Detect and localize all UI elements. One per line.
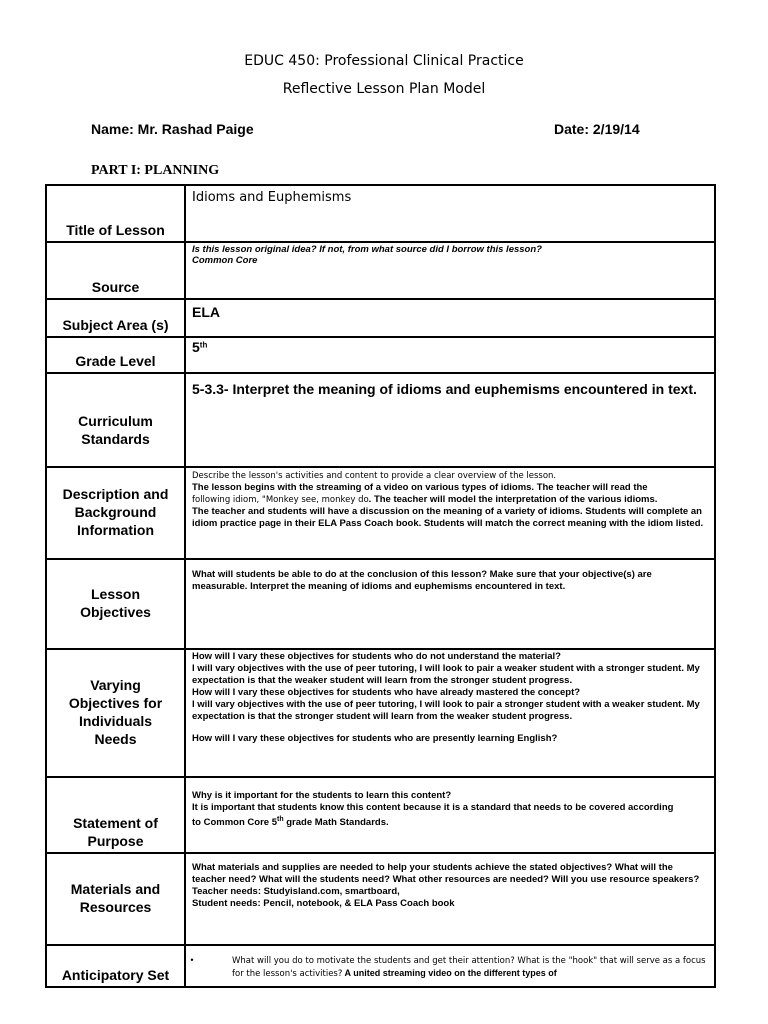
value-anticipatory (185, 945, 715, 987)
row-materials (46, 853, 715, 945)
description-idiom: following idiom, "Monkey see, monkey do (192, 495, 369, 505)
source-text: Common Core (192, 255, 258, 266)
label-description (46, 467, 185, 559)
label-title: Title of Lesson (46, 185, 185, 242)
description-line2 (192, 494, 708, 506)
materials-student: Student needs: Pencil, notebook, & ELA Pass Coach book (192, 898, 455, 909)
row-grade (46, 337, 715, 373)
row-subject (46, 299, 715, 337)
description-line1: The lesson begins with the streaming of a video on various types of idioms. The teacher will read the (192, 482, 648, 493)
label-standards (46, 373, 185, 467)
lesson-date: Date: 2/19/14 (554, 121, 640, 137)
varying-answer-2: I will vary objectives with the use of peer tutoring, I will look to pair a stronger student with a weaker student. My expectation is that the stronger student will learn from the weaker student progress. (192, 699, 700, 722)
row-source (46, 242, 715, 299)
grade-suffix: th (199, 340, 208, 350)
bullet-icon: • (190, 955, 194, 965)
standards-label-line1: Curriculum (78, 413, 153, 429)
varying-question-2: How will I vary these objectives for students who have already mastered the concept? (192, 687, 581, 698)
purpose-line2 (192, 814, 708, 829)
purpose-line2-end: grade Math Standards. (283, 817, 389, 829)
label-grade: Grade Level (46, 337, 185, 373)
teacher-name: Name: Mr. Rashad Paige (91, 121, 254, 137)
value-purpose (185, 777, 715, 853)
value-subject (185, 299, 715, 337)
row-description (46, 467, 715, 559)
row-varying (46, 649, 715, 777)
description-label-line1: Description and (62, 486, 169, 502)
subject-text: ELA (192, 304, 220, 320)
varying-label-line3: Individuals (78, 713, 153, 729)
purpose-grade-suffix: th (276, 816, 284, 823)
materials-teacher: Teacher needs: Studyisland.com, smartboard, (192, 886, 400, 897)
label-purpose (46, 777, 185, 853)
grade-text: 5 (192, 339, 200, 355)
varying-label-line2: Objectives for (68, 695, 163, 711)
value-varying (185, 649, 715, 777)
row-standards (46, 373, 715, 467)
purpose-line1: It is important that students know this content because it is a standard that needs to be covered according (192, 802, 674, 813)
purpose-label-line2: Purpose (87, 833, 144, 849)
varying-question-3: How will I vary these objectives for students who are presently learning English? (192, 733, 558, 744)
standards-text: 5-3.3- Interpret the meaning of idioms and euphemisms encountered in text. (192, 381, 697, 397)
label-materials (46, 853, 185, 945)
purpose-prompt: Why is it important for the students to learn this content? (192, 790, 452, 801)
description-line2-rest: . The teacher will model the interpretation of the various idioms. (368, 494, 658, 505)
part-heading: PART I: PLANNING (91, 163, 220, 178)
varying-question-1: How will I vary these objectives for students who do not understand the material? (192, 651, 561, 662)
course-title: EDUC 450: Professional Clinical Practice (244, 53, 524, 69)
anticipatory-prompt: What will you do to motivate the students and get their attention? What is the "hook" that will serve as a focus for the lesson's activities? (232, 956, 706, 979)
row-title (46, 185, 715, 242)
source-prompt: Is this lesson original idea? If not, from what source did I borrow this lesson? (192, 244, 542, 255)
description-line3: The teacher and students will have a discussion on the meaning of a variety of idioms. Students will complete an idiom practice page in their ELA Pass Coach book. Students will match the correct meaning with the idiom listed. (192, 506, 704, 529)
value-objectives (185, 559, 715, 649)
objectives-label-line1: Lesson (90, 586, 140, 602)
purpose-label-line1: Statement of (73, 815, 158, 831)
description-prompt: Describe the lesson's activities and content to provide a clear overview of the lesson. (192, 471, 557, 481)
description-label-line3: Information (77, 522, 154, 538)
label-source: Source (46, 242, 185, 299)
label-objectives (46, 559, 185, 649)
row-anticipatory (46, 945, 715, 987)
standards-label-line2: Standards (81, 431, 150, 447)
value-standards (185, 373, 715, 467)
varying-answer-1: I will vary objectives with the use of peer tutoring, I will look to pair a weaker student with a stronger student. My expectation is that the weaker student will learn from the stronger student progress. (192, 663, 700, 686)
anticipatory-text (190, 954, 708, 980)
row-purpose (46, 777, 715, 853)
value-description (185, 467, 715, 559)
label-anticipatory: Anticipatory Set (46, 945, 185, 987)
objectives-text: What will students be able to do at the conclusion of this lesson? Make sure that your objective(s) are measurable. Interpret the meaning of idioms and euphemisms encountered in text. (192, 569, 652, 592)
description-label-line2: Background (74, 504, 157, 520)
purpose-line2-start: to Common Core 5 (192, 817, 277, 829)
varying-label-line4: Needs (94, 731, 137, 747)
anticipatory-answer: A united streaming video on the different types of (342, 968, 557, 978)
materials-label-line1: Materials and (70, 881, 161, 897)
value-source (185, 242, 715, 299)
varying-label-line1: Varying (90, 677, 141, 693)
materials-prompt: What materials and supplies are needed to help your students achieve the stated objectives? What will the teacher need? What will the students need? What other resources are needed? Will you use resource speakers? (192, 862, 700, 885)
value-title (185, 185, 715, 242)
label-varying (46, 649, 185, 777)
spacer (192, 723, 708, 733)
value-grade (185, 337, 715, 373)
materials-label-line2: Resources (79, 899, 152, 915)
lesson-title-text: Idioms and Euphemisms (192, 190, 352, 205)
objectives-label-line2: Objectives (80, 604, 151, 620)
lesson-plan-table (45, 184, 716, 988)
row-objectives (46, 559, 715, 649)
value-materials (185, 853, 715, 945)
label-subject: Subject Area (s) (46, 299, 185, 337)
model-title: Reflective Lesson Plan Model (282, 81, 486, 97)
